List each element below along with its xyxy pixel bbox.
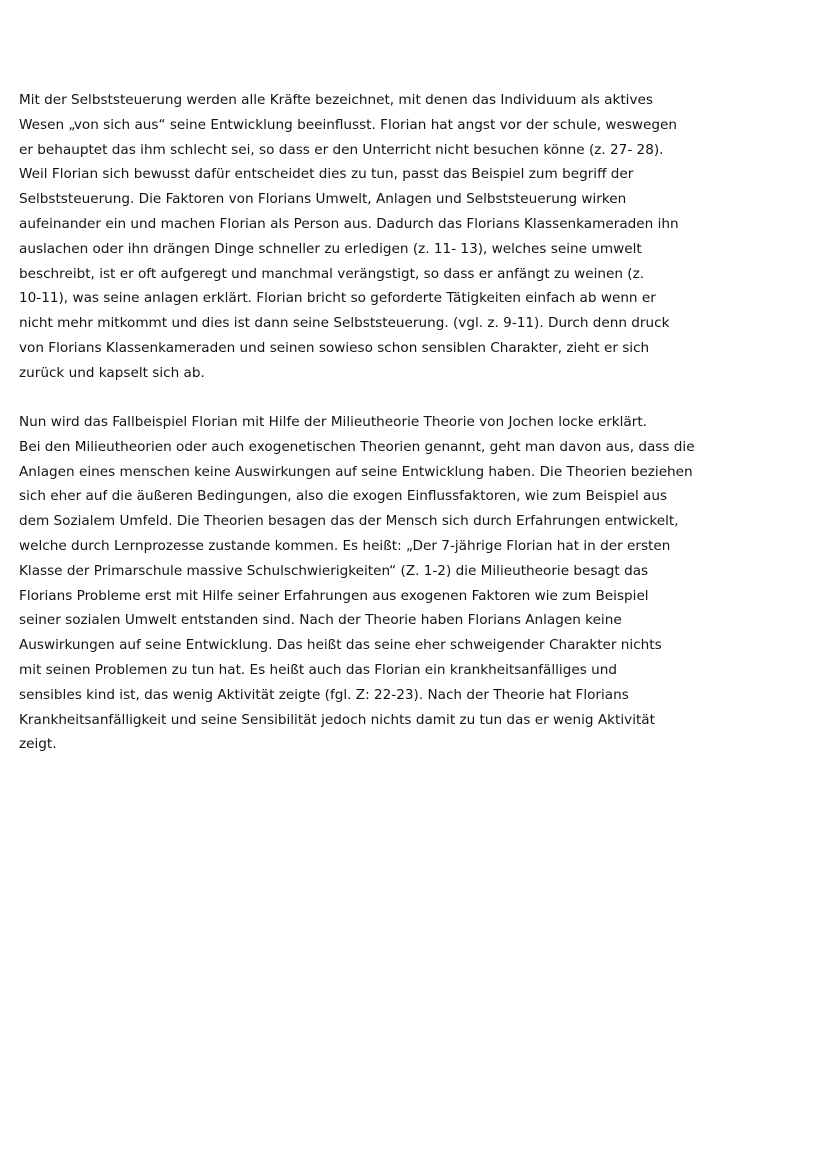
text-line: Klasse der Primarschule massive Schulschwierigkeiten“ (Z. 1-2) die Milieutheorie besagt das	[19, 562, 649, 579]
text-line: beschreibt, ist er oft aufgeregt und manchmal verängstigt, so dass er anfängt zu weinen (z.	[19, 265, 645, 282]
text-line: welche durch Lernprozesse zustande kommen. Es heißt: „Der 7-jährige Florian hat in der ersten	[19, 537, 671, 554]
text-line: Krankheitsanfälligkeit und seine Sensibilität jedoch nichts damit zu tun das er wenig Aktivität	[19, 711, 655, 728]
paragraph-milieutheorie	[19, 410, 809, 757]
text-line: Bei den Milieutheorien oder auch exogenetischen Theorien genannt, geht man davon aus, dass die	[19, 438, 695, 455]
text-line: aufeinander ein und machen Florian als Person aus. Dadurch das Florians Klassenkameraden ihn	[19, 215, 679, 232]
text-line: Auswirkungen auf seine Entwicklung. Das heißt das seine eher schweigender Charakter nichts	[19, 637, 662, 654]
text-line: er behauptet das ihm schlecht sei, so dass er den Unterricht nicht besuchen könne (z. 27- 28).	[19, 141, 664, 158]
text-line: Anlagen eines menschen keine Auswirkungen auf seine Entwicklung haben. Die Theorien beziehen	[19, 463, 693, 480]
text-line: Florians Probleme erst mit Hilfe seiner Erfahrungen aus exogenen Faktoren wie zum Beispiel	[19, 587, 649, 604]
text-line: Nun wird das Fallbeispiel Florian mit Hilfe der Milieutheorie Theorie von Jochen locke erklärt.	[19, 413, 647, 430]
text-line: dem Sozialem Umfeld. Die Theorien besagen das der Mensch sich durch Erfahrungen entwickelt,	[19, 513, 679, 530]
text-line: zurück und kapselt sich ab.	[19, 364, 205, 381]
document-body	[19, 88, 809, 757]
text-line: mit seinen Problemen zu tun hat. Es heißt auch das Florian ein krankheitsanfälliges und	[19, 661, 617, 678]
text-line: nicht mehr mitkommt und dies ist dann seine Selbststeuerung. (vgl. z. 9-11). Durch denn druck	[19, 315, 670, 332]
text-line: sich eher auf die äußeren Bedingungen, also die exogen Einflussfaktoren, wie zum Beispiel aus	[19, 488, 668, 505]
text-line: Selbststeuerung. Die Faktoren von Florians Umwelt, Anlagen und Selbststeuerung wirken	[19, 191, 627, 208]
text-line: seiner sozialen Umwelt entstanden sind. Nach der Theorie haben Florians Anlagen keine	[19, 612, 622, 629]
paragraph-selbststeuerung	[19, 88, 809, 386]
text-line: Weil Florian sich bewusst dafür entscheidet dies zu tun, passt das Beispiel zum begriff der	[19, 166, 634, 183]
text-line: sensibles kind ist, das wenig Aktivität zeigte (fgl. Z: 22-23). Nach der Theorie hat Florians	[19, 686, 629, 703]
text-line: 10-11), was seine anlagen erklärt. Florian bricht so geforderte Tätigkeiten einfach ab wenn er	[19, 290, 656, 307]
paragraph-spacer	[19, 386, 809, 410]
text-line: von Florians Klassenkameraden und seinen sowieso schon sensiblen Charakter, zieht er sich	[19, 339, 650, 356]
text-line: Mit der Selbststeuerung werden alle Kräfte bezeichnet, mit denen das Individuum als aktives	[19, 92, 653, 108]
text-line: auslachen oder ihn drängen Dinge schneller zu erledigen (z. 11- 13), welches seine umwelt	[19, 240, 642, 257]
text-line: zeigt.	[19, 736, 57, 753]
text-line: Wesen „von sich aus“ seine Entwicklung beeinflusst. Florian hat angst vor der schule, weswegen	[19, 116, 677, 133]
